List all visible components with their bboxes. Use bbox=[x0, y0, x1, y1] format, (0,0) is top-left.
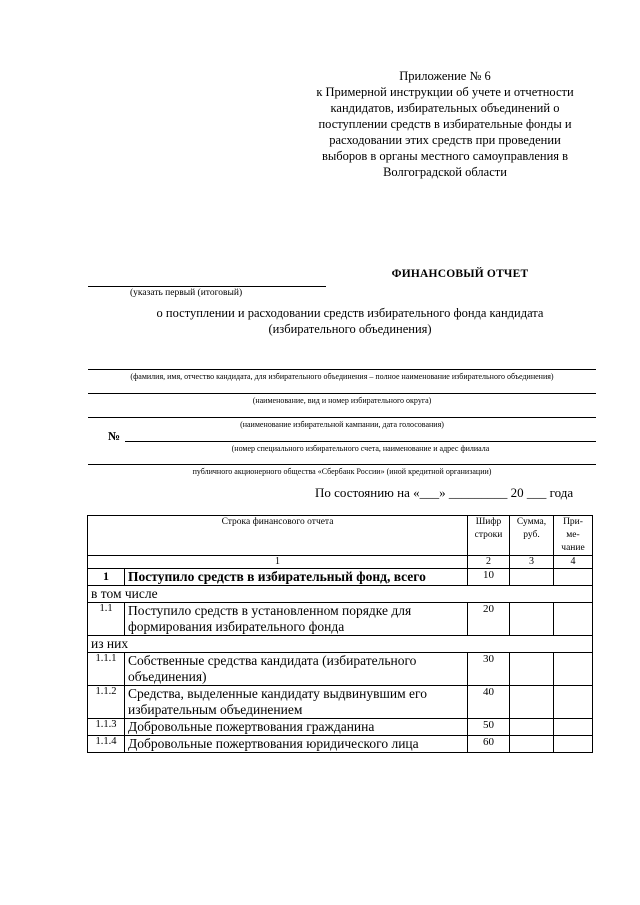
appendix-line: Приложение № 6 bbox=[399, 69, 491, 83]
row-number: 1 bbox=[88, 569, 125, 586]
table-row bbox=[88, 736, 593, 753]
appendix-line: выборов в органы местного самоуправления в bbox=[321, 149, 569, 163]
first-final-line bbox=[88, 286, 326, 287]
row-span-label: из них bbox=[88, 636, 593, 653]
row-span-label: в том числе bbox=[88, 586, 593, 603]
col-number: 2 bbox=[468, 556, 510, 569]
header-code: Шифр строки bbox=[468, 516, 510, 556]
row-number: 1.1.3 bbox=[88, 719, 125, 736]
row-sum[interactable] bbox=[510, 719, 554, 736]
col-number: 1 bbox=[88, 556, 468, 569]
row-sum[interactable] bbox=[510, 736, 554, 753]
row-text: Добровольные пожертвования гражданина bbox=[125, 719, 468, 736]
campaign-field-line[interactable] bbox=[88, 417, 596, 418]
subject-line-1: о поступлении и расходовании средств избирательного фонда кандидата bbox=[156, 306, 544, 320]
col-number: 4 bbox=[554, 556, 593, 569]
row-text: Поступило средств в установленном порядке для формирования избирательного фонда bbox=[125, 603, 468, 636]
row-number: 1.1.4 bbox=[88, 736, 125, 753]
header-line: Строка финансового отчета bbox=[88, 516, 468, 556]
row-number: 1.1.2 bbox=[88, 686, 125, 719]
row-text: Средства, выделенные кандидату выдвинувшим его избирательным объединением bbox=[125, 686, 468, 719]
table-row bbox=[88, 636, 593, 653]
row-sum[interactable] bbox=[510, 653, 554, 686]
header-note: При-ме-чание bbox=[554, 516, 593, 556]
appendix-line: кандидатов, избирательных объединений о bbox=[330, 101, 560, 115]
as-of-date: По состоянию на «___» _________ 20 ___ года bbox=[315, 485, 574, 500]
col-number: 3 bbox=[510, 556, 554, 569]
row-number: 1.1.1 bbox=[88, 653, 125, 686]
row-text: Поступило средств в избирательный фонд, всего bbox=[125, 569, 468, 586]
report-subject bbox=[100, 305, 600, 337]
financial-report-table bbox=[87, 515, 593, 753]
district-field-caption: (наименование, вид и номер избирательного округа) bbox=[252, 396, 432, 405]
appendix-line: к Примерной инструкции об учете и отчетности bbox=[316, 85, 574, 99]
row-note[interactable] bbox=[554, 569, 593, 586]
candidate-field-caption: (фамилия, имя, отчество кандидата, для избирательного объединения – полное наименование избирательного объединения) bbox=[130, 372, 554, 381]
bank-field-line[interactable] bbox=[88, 464, 596, 465]
row-text: Собственные средства кандидата (избирательного объединения) bbox=[125, 653, 468, 686]
table-row bbox=[88, 719, 593, 736]
row-sum[interactable] bbox=[510, 686, 554, 719]
row-text: Добровольные пожертвования юридического лица bbox=[125, 736, 468, 753]
account-field-caption: (номер специального избирательного счета, наименование и адрес филиала bbox=[231, 444, 490, 453]
row-sum[interactable] bbox=[510, 603, 554, 636]
subject-line-2: (избирательного объединения) bbox=[268, 322, 432, 336]
row-note[interactable] bbox=[554, 653, 593, 686]
row-number: 1.1 bbox=[88, 603, 125, 636]
row-code: 50 bbox=[468, 719, 510, 736]
bank-field-caption: публичного акционерного общества «Сбербанк России» (иной кредитной организации) bbox=[192, 467, 492, 476]
table-row bbox=[88, 603, 593, 636]
appendix-line: поступлении средств в избирательные фонды и bbox=[318, 117, 572, 131]
appendix-line: расходовании этих средств при проведении bbox=[329, 133, 561, 147]
candidate-field-line[interactable] bbox=[88, 369, 596, 370]
row-note[interactable] bbox=[554, 719, 593, 736]
district-field-line[interactable] bbox=[88, 393, 596, 394]
account-field-line[interactable] bbox=[125, 441, 596, 442]
table-row bbox=[88, 653, 593, 686]
row-code: 20 bbox=[468, 603, 510, 636]
first-final-caption: (указать первый (итоговый) bbox=[130, 288, 243, 298]
header-sum: Сумма, руб. bbox=[510, 516, 554, 556]
campaign-field-caption: (наименование избирательной кампании, дата голосования) bbox=[240, 420, 444, 429]
table-row bbox=[88, 569, 593, 586]
row-code: 30 bbox=[468, 653, 510, 686]
row-note[interactable] bbox=[554, 736, 593, 753]
appendix-line: Волгоградской области bbox=[383, 165, 507, 179]
row-code: 40 bbox=[468, 686, 510, 719]
report-title: ФИНАНСОВЫЙ ОТЧЕТ bbox=[391, 268, 529, 280]
row-code: 60 bbox=[468, 736, 510, 753]
number-sign: № bbox=[108, 429, 121, 443]
appendix-header bbox=[300, 68, 590, 180]
row-note[interactable] bbox=[554, 603, 593, 636]
row-note[interactable] bbox=[554, 686, 593, 719]
table-row bbox=[88, 686, 593, 719]
row-code: 10 bbox=[468, 569, 510, 586]
row-sum[interactable] bbox=[510, 569, 554, 586]
table-row bbox=[88, 586, 593, 603]
